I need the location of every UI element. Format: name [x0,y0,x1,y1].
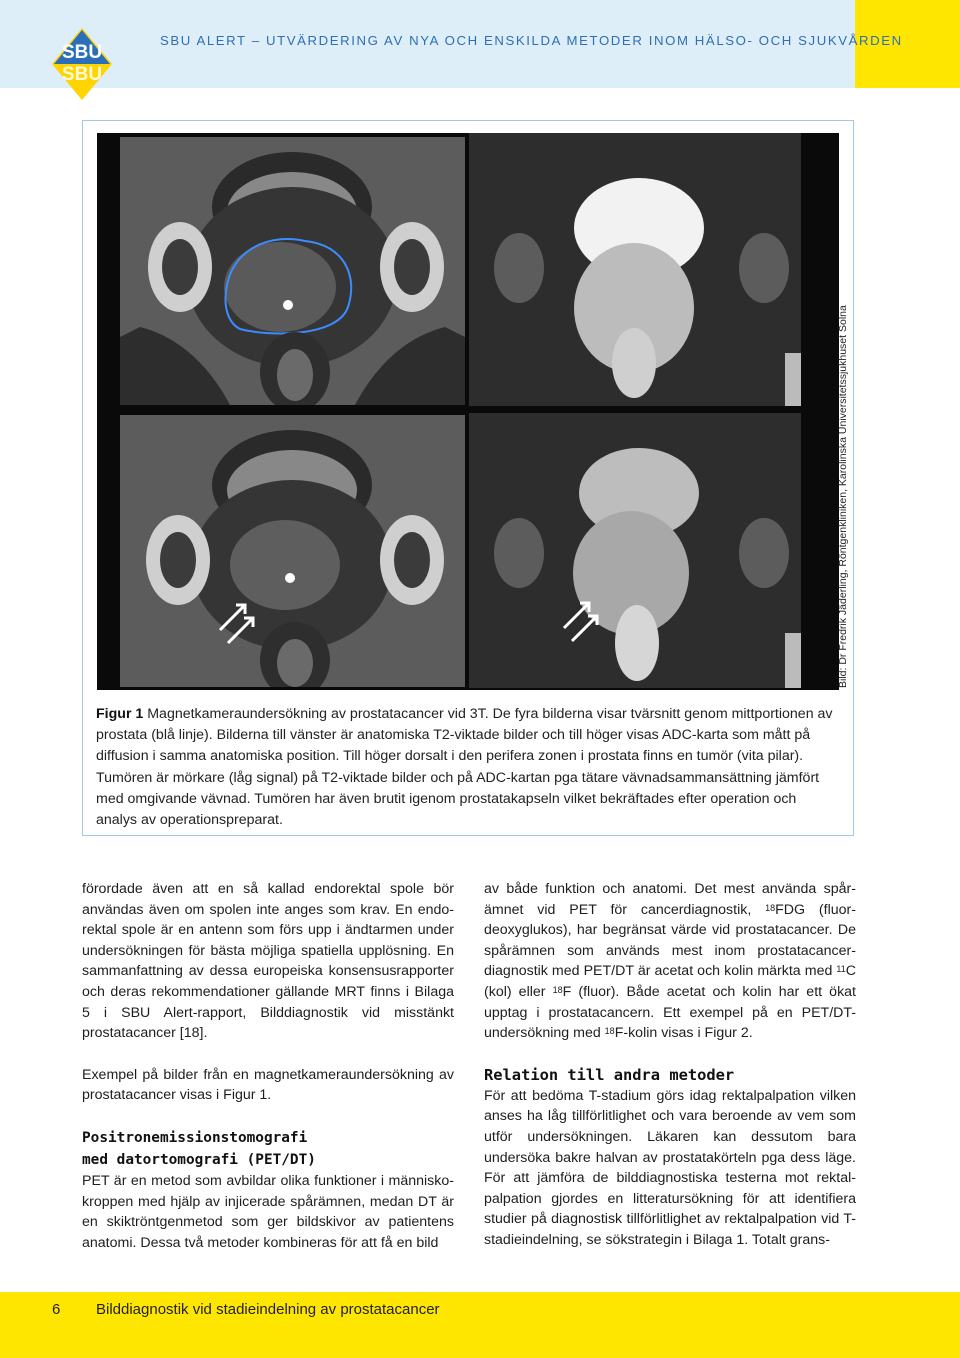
caption-label: Figur 1 [96,706,144,722]
image-credit: Bild: Dr Fredrik Jäderling, Röntgenkliniken, Karolinska Universitetssjukhuset Solna [837,305,849,688]
pet-heading-line1: Positronemissionstomografi [82,1129,308,1146]
text-run: F-kolin visas i Figur 2. [614,1025,753,1042]
left-paragraph-2: Exempel på bilder från en magnetkameraundersökning av prostatacancer visas i Figur 1. [82,1066,454,1104]
sbu-logo [52,28,112,100]
pet-heading [82,1127,454,1171]
right-column [484,879,856,1251]
footer-title: Bilddiagnostik vid stadieindelning av prostatacancer [96,1301,440,1318]
right-paragraph-2: För att bedöma T-stadium görs idag rektalpalpation vilken anses ha låg tillförlitlighet och vara beroende av vem som utför undersökningen. Läkaren kan dessutom bara undersöka bakre halvan av prostatakörteln pga dess läge. För att jämföra de bilddiagnostiska testerna mot rektalpalpation gjordes en litteratursökning för att identifiera studier på diagnostisk tillförlitlighet av rektalpalpation vid T-stadieindelning, se sökstrategin i Bilaga 1. Totalt grans- [484,1087,856,1248]
left-paragraph-1: förordade även att en så kallad endorektal spole bör användas även om spolen inte anges som krav. En endorektal spole är en antenn som förs upp i ändtarmen under undersökningen för bästa möjliga spatiella upplösning. En sammanfattning av dessa europeiska konsensusrapporter och deras rekommendationer gällande MRT finns i Bilaga 5 i SBU Alert-rapport, Bilddiagnostik vid misstänkt prostatacancer [18]. [82,881,454,1042]
page-number: 6 [52,1301,61,1318]
superscript: 18 [765,902,776,913]
mri-adc-top [469,133,801,406]
mri-image-panel [97,133,839,690]
mri-t2-top [120,137,465,405]
figure-caption [96,704,836,831]
superscript: 18 [552,984,563,995]
left-column [82,879,454,1253]
svg-text:SBU: SBU [61,42,103,63]
superscript: 18 [604,1026,615,1037]
pet-heading-line2: med datortomografi (PET/DT) [82,1151,316,1168]
svg-text:SBU: SBU [61,64,103,85]
mri-t2-bottom [120,415,465,687]
text-run: F (fluor). Både acetat och kolin har ett ökat upptag i prostatacancern. Ett exempel på en PET/DT-undersökning med [484,983,856,1042]
mri-adc-bottom [469,413,801,688]
left-paragraph-3: PET är en metod som avbildar olika funktioner i människokroppen med hjälp av injicerade spårämnen, medan DT är en skiktröntgenmetod som ger bildskivor av patientens anatomi. Dessa två metoder kombineras för att få en bild [82,1172,454,1251]
right-paragraph-1 [484,879,856,1044]
text-run: C (kol) eller [484,963,856,1000]
text-run: FDG (fluordeoxyglukos), har begränsat värde vid prostatacancer. De spårämnen som används mest inom prostatacancerdiagnostik med PET/DT är acetat och kolin märkta med [484,901,856,980]
caption-text: Magnetkameraundersökning av prostatacancer vid 3T. De fyra bilderna visar tvärsnitt genom mittportionen av prostata (blå linje). Bilderna till vänster är anatomiska T2-viktade bilder och till höger visas ADC-karta som mått på diffusion i samma anatomiska position. Till höger dorsalt i den perifera zonen i prostata finns en tumör (vita pilar). Tumören är mörkare (låg signal) på T2-viktade bilder och på ADC-kartan pga tätare vävnadsammansättning jämfört med omgivande vävnad. Tumören har även brutit igenom prostatakapseln vilket bekräftades efter operation och analys av operationspreparat. [96,706,833,829]
text-run: av både funktion och anatomi. Det mest använda spårämnet vid PET för cancerdiagnostik, [484,881,856,918]
superscript: 11 [836,964,846,975]
relation-heading: Relation till andra metoder [484,1065,735,1084]
series-title: SBU ALERT – UTVÄRDERING AV NYA OCH ENSKILDA METODER INOM HÄLSO- OCH SJUKVÅRDEN [160,33,903,48]
